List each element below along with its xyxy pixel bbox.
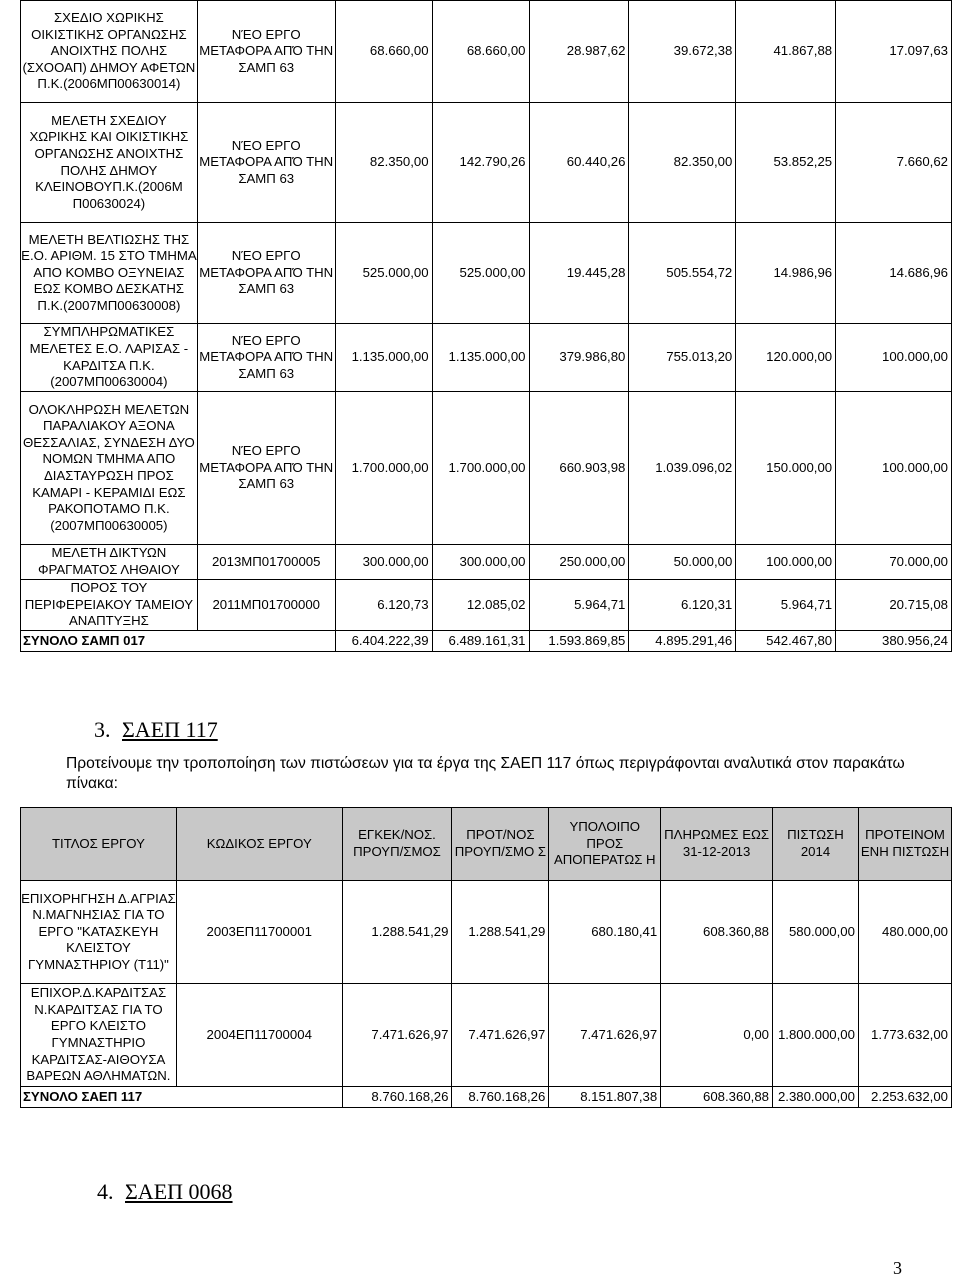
value-cell: 250.000,00 [529,545,629,580]
table-row [21,984,952,1087]
total-value: 8.151.807,38 [549,1087,661,1108]
value-cell: 100.000,00 [836,324,952,392]
value-cell: 300.000,00 [432,545,529,580]
value-cell: 525.000,00 [432,223,529,324]
value-cell: 580.000,00 [773,881,859,984]
value-cell: 5.964,71 [529,580,629,631]
value-cell: 608.360,88 [661,881,773,984]
project-code-cell: ΝΈΟ ΕΡΓΟ ΜΕΤΑΦΟΡΑ ΑΠΌ ΤΗΝ ΣΑΜΠ 63 [197,1,335,103]
value-cell: 50.000,00 [629,545,736,580]
project-code-cell: 2013ΜΠ01700005 [197,545,335,580]
total-value: 1.593.869,85 [529,631,629,652]
value-cell: 150.000,00 [736,392,836,545]
total-value: 608.360,88 [661,1087,773,1108]
value-cell: 68.660,00 [432,1,529,103]
value-cell: 100.000,00 [836,392,952,545]
total-label: ΣΥΝΟΛΟ ΣΑΕΠ 117 [21,1087,343,1108]
total-row [21,1087,952,1108]
project-title-cell: ΣΥΜΠΛΗΡΩΜΑΤΙΚΕΣ ΜΕΛΕΤΕΣ Ε.Ο. ΛΑΡΙΣΑΣ - ΚΑΡΔΙΤΣΑ Π.Κ.(2007ΜΠ00630004) [21,324,198,392]
project-title-cell: ΟΛΟΚΛΗΡΩΣΗ ΜΕΛΕΤΩΝ ΠΑΡΑΛΙΑΚΟΥ ΑΞΟΝΑ ΘΕΣΣΑΛΙΑΣ, ΣΥΝΔΕΣΗ ΔΥΟ ΝΟΜΩΝ ΤΜΗΜΑ ΑΠΟ ΔΙΑΣΤΑΥΡΩΣΗ ΠΡΟΣ ΚΑΜΑΡΙ - ΚΕΡΑΜΙΔΙ ΕΩΣ ΡΑΚΟΠΟΤΑΜΟ Π.Κ.(2007ΜΠ00630005) [21,392,198,545]
table-row [21,881,952,984]
value-cell: 17.097,63 [836,1,952,103]
value-cell: 1.800.000,00 [773,984,859,1087]
value-cell: 7.660,62 [836,103,952,223]
intro-paragraph: Προτείνουμε την τροποποίηση των πιστώσεων για τα έργα της ΣΑΕΠ 117 όπως περιγράφονται αναλυτικά στον παρακάτω πίνακα: [66,755,905,792]
project-title-cell: ΕΠΙΧΟΡ.Δ.ΚΑΡΔΙΤΣΑΣ Ν.ΚΑΡΔΙΤΣΑΣ ΓΙΑ ΤΟ ΕΡΓΟ ΚΛΕΙΣΤΟ ΓΥΜΝΑΣΤΗΡΙΟ ΚΑΡΔΙΤΣΑΣ-ΑΙΘΟΥΣΑ ΒΑΡΕΩΝ ΑΘΛΗΜΑΤΩΝ. [21,984,177,1087]
value-cell: 1.700.000,00 [335,392,432,545]
value-cell: 19.445,28 [529,223,629,324]
table-row [21,1,952,103]
value-cell: 100.000,00 [736,545,836,580]
value-cell: 82.350,00 [629,103,736,223]
project-code-cell: ΝΈΟ ΕΡΓΟ ΜΕΤΑΦΟΡΑ ΑΠΌ ΤΗΝ ΣΑΜΠ 63 [197,392,335,545]
total-value: 6.404.222,39 [335,631,432,652]
total-value: 6.489.161,31 [432,631,529,652]
value-cell: 70.000,00 [836,545,952,580]
value-cell: 0,00 [661,984,773,1087]
table-row [21,580,952,631]
table-row [21,103,952,223]
total-row [21,631,952,652]
value-cell: 28.987,62 [529,1,629,103]
column-header: ΠΛΗΡΩΜΕΣ ΕΩΣ 31-12-2013 [661,808,773,881]
table-saep-117 [20,807,952,1108]
table-row [21,223,952,324]
value-cell: 7.471.626,97 [342,984,452,1087]
project-title-cell: ΜΕΛΕΤΗ ΒΕΛΤΙΩΣΗΣ ΤΗΣ Ε.Ο. ΑΡΙΘΜ. 15 ΣΤΟ ΤΜΗΜΑ ΑΠΟ ΚΟΜΒΟ ΟΞΥΝΕΙΑΣ ΕΩΣ ΚΟΜΒΟ ΔΕΣΚΑΤΗΣ Π.Κ.(2007ΜΠ00630008) [21,223,198,324]
value-cell: 1.700.000,00 [432,392,529,545]
project-title-cell: ΜΕΛΕΤΗ ΔΙΚΤΥΩΝ ΦΡΑΓΜΑΤΟΣ ΛΗΘΑΙΟΥ [21,545,198,580]
value-cell: 525.000,00 [335,223,432,324]
value-cell: 7.471.626,97 [452,984,549,1087]
value-cell: 14.986,96 [736,223,836,324]
value-cell: 60.440,26 [529,103,629,223]
total-value: 8.760.168,26 [342,1087,452,1108]
table-row [21,392,952,545]
section-number: 4. [97,1179,114,1204]
value-cell: 142.790,26 [432,103,529,223]
column-header: ΠΙΣΤΩΣΗ 2014 [773,808,859,881]
value-cell: 20.715,08 [836,580,952,631]
value-cell: 480.000,00 [858,881,951,984]
total-value: 542.467,80 [736,631,836,652]
page-number: 3 [893,1258,902,1278]
section-title: ΣΑΕΠ 117 [122,717,218,742]
value-cell: 1.135.000,00 [335,324,432,392]
table-samp-017 [20,0,952,652]
column-header: ΤΙΤΛΟΣ ΕΡΓΟΥ [21,808,177,881]
total-value: 2.380.000,00 [773,1087,859,1108]
value-cell: 755.013,20 [629,324,736,392]
table-row [21,324,952,392]
project-code-cell: ΝΈΟ ΕΡΓΟ ΜΕΤΑΦΟΡΑ ΑΠΌ ΤΗΝ ΣΑΜΠ 63 [197,223,335,324]
value-cell: 12.085,02 [432,580,529,631]
value-cell: 1.135.000,00 [432,324,529,392]
total-value: 8.760.168,26 [452,1087,549,1108]
project-title-cell: ΜΕΛΕΤΗ ΣΧΕΔΙΟΥ ΧΩΡΙΚΗΣ ΚΑΙ ΟΙΚΙΣΤΙΚΗΣ ΟΡΓΑΝΩΣΗΣ ΑΝΟΙΧΤΗΣ ΠΟΛΗΣ ΔΗΜΟΥ ΚΛΕΙΝΟΒΟΥΠ.Κ.(2006Μ Π00630024) [21,103,198,223]
column-header: ΥΠΟΛΟΙΠΟ ΠΡΟΣ ΑΠΟΠΕΡΑΤΩΣ Η [549,808,661,881]
value-cell: 680.180,41 [549,881,661,984]
column-header: ΠΡΟΤΕΙΝΟΜ ΕΝΗ ΠΙΣΤΩΣΗ [858,808,951,881]
project-code-cell: 2011ΜΠ01700000 [197,580,335,631]
section-title: ΣΑΕΠ 0068 [125,1179,233,1204]
project-code-cell: 2003ΕΠ11700001 [176,881,342,984]
total-label: ΣΥΝΟΛΟ ΣΑΜΠ 017 [21,631,336,652]
value-cell: 300.000,00 [335,545,432,580]
value-cell: 1.773.632,00 [858,984,951,1087]
project-code-cell: ΝΈΟ ΕΡΓΟ ΜΕΤΑΦΟΡΑ ΑΠΌ ΤΗΝ ΣΑΜΠ 63 [197,103,335,223]
section-3-heading [94,717,218,743]
column-header: ΕΓΚΕΚ/ΝΟΣ. ΠΡΟΥΠ/ΣΜΟΣ [342,808,452,881]
value-cell: 1.288.541,29 [452,881,549,984]
value-cell: 7.471.626,97 [549,984,661,1087]
value-cell: 120.000,00 [736,324,836,392]
value-cell: 6.120,31 [629,580,736,631]
value-cell: 6.120,73 [335,580,432,631]
header-row [21,808,952,881]
value-cell: 1.039.096,02 [629,392,736,545]
total-value: 2.253.632,00 [858,1087,951,1108]
value-cell: 379.986,80 [529,324,629,392]
project-code-cell: ΝΈΟ ΕΡΓΟ ΜΕΤΑΦΟΡΑ ΑΠΌ ΤΗΝ ΣΑΜΠ 63 [197,324,335,392]
column-header: ΚΩΔΙΚΟΣ ΕΡΓΟΥ [176,808,342,881]
value-cell: 82.350,00 [335,103,432,223]
section-4-heading [97,1179,233,1205]
value-cell: 1.288.541,29 [342,881,452,984]
total-value: 4.895.291,46 [629,631,736,652]
section-number: 3. [94,717,111,742]
value-cell: 505.554,72 [629,223,736,324]
value-cell: 14.686,96 [836,223,952,324]
table-samp-017-body [21,1,952,652]
total-value: 380.956,24 [836,631,952,652]
value-cell: 41.867,88 [736,1,836,103]
project-title-cell: ΠΟΡΟΣ ΤΟΥ ΠΕΡΙΦΕΡΕΙΑΚΟΥ ΤΑΜΕΙΟΥ ΑΝΑΠΤΥΞΗΣ [21,580,198,631]
table-row [21,545,952,580]
project-title-cell: ΣΧΕΔΙΟ ΧΩΡΙΚΗΣ ΟΙΚΙΣΤΙΚΗΣ ΟΡΓΑΝΩΣΗΣ ΑΝΟΙΧΤΗΣ ΠΟΛΗΣ (ΣΧΟΟΑΠ) ΔΗΜΟΥ ΑΦΕΤΩΝ Π.Κ.(2006ΜΠ00630014) [21,1,198,103]
value-cell: 660.903,98 [529,392,629,545]
column-header: ΠΡΟΤ/ΝΟΣ ΠΡΟΥΠ/ΣΜΟ Σ [452,808,549,881]
value-cell: 39.672,38 [629,1,736,103]
project-title-cell: ΕΠΙΧΟΡΗΓΗΣΗ Δ.ΑΓΡΙΑΣ Ν.ΜΑΓΝΗΣΙΑΣ ΓΙΑ ΤΟ ΕΡΓΟ "ΚΑΤΑΣΚΕΥΗ ΚΛΕΙΣΤΟΥ ΓΥΜΝΑΣΤΗΡΙΟΥ (Τ11)" [21,881,177,984]
value-cell: 68.660,00 [335,1,432,103]
value-cell: 53.852,25 [736,103,836,223]
project-code-cell: 2004ΕΠ11700004 [176,984,342,1087]
value-cell: 5.964,71 [736,580,836,631]
